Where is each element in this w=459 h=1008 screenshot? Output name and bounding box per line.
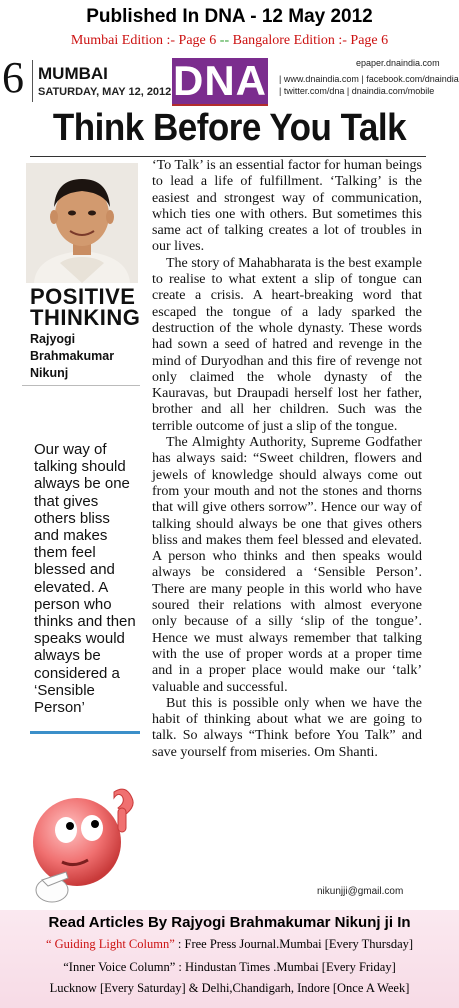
footer-banner (0, 910, 459, 1008)
edition-separator: -- (216, 33, 233, 48)
pull-quote: Our way of talking should always be one that gives others bliss and makes them feel blessed and elevated. A person who thinks and then speaks would always be considered a ‘Sensible Person’ (34, 441, 136, 717)
footer-heading: Read Articles By Rajyogi Brahmakumar Nikunj ji In (48, 914, 411, 931)
dna-logo: DNA (173, 57, 267, 104)
author-line-1: Rajyogi (30, 332, 76, 346)
masthead-divider (32, 60, 33, 102)
author-photo (26, 163, 138, 283)
published-title: Published In DNA - 12 May 2012 (86, 6, 373, 27)
footer-line-1-rest: : Free Press Journal.Mumbai [Every Thursday] (174, 937, 414, 951)
article-paragraph-2: The story of Mahabharata is the best example to realise to what extent a slip of tongue can create a crisis. A heart-breaking word that escaped the tongue of a lady sparked the destruction of the whole dynasty. These words had sown a seed of hatred and revenge in the mind of Duryodhan and this fire of revenge not only claimed the whole dynasty of the Kauravas, but Draupadi herself lost her father, brother and all her children. Such was the terrible outcome of just a slip of the tongue. (152, 255, 422, 434)
author-line-2: Brahmakumar (30, 349, 115, 363)
edition-mumbai: Mumbai Edition :- Page 6 (70, 33, 217, 48)
thinking-emoji-icon (22, 780, 142, 905)
column-title (30, 286, 140, 328)
epaper-link[interactable]: epaper.dnaindia.com (356, 58, 440, 68)
author-email[interactable]: nikunjji@gmail.com (317, 886, 404, 897)
author-line-3: Nikunj (30, 366, 69, 380)
column-title-line-2: THINKING (30, 305, 141, 330)
edition-line (0, 33, 459, 49)
article-body (152, 158, 422, 761)
article-paragraph-3: The Almighty Authority, Supreme Godfather has always said: “Sweet children, flowers and jewels of knowledge should always come out from your mouth and not the stones and thorns that will give others sorrow”. Hence our way of talking should always be one that gives others bliss and makes them feel blessed and elevated. A person who thinks and then speaks would always be considered a ‘Sensible Person’. There are many people in this world who have soured their relations with almost everyone only because of a silly ‘slip of the tongue’. Hence we must always remember that talking with the use of proper words at a proper time and in a proper place would make our ‘talk’ valuable and successful. (152, 435, 422, 695)
masthead (0, 54, 459, 106)
footer-line-2: “Inner Voice Column” : Hindustan Times .Mumbai [Every Friday] (63, 960, 396, 974)
footer-line-3: Lucknow [Every Saturday] & Delhi,Chandigarh, Indore [Once A Week] (49, 981, 410, 995)
author-name (30, 331, 114, 382)
masthead-date: SATURDAY, MAY 12, 2012 (38, 86, 172, 98)
footer-line-1-column: “ Guiding Light Column” (45, 937, 175, 951)
article-paragraph-4: But this is possible only when we have the habit of thinking about what we are going to talk. So always “Think before You Talk” and save yourself from miseries. Om Shanti. (152, 695, 422, 760)
author-portrait-icon (26, 163, 138, 283)
links-line-2[interactable]: | twitter.com/dna | dnaindia.com/mobile (279, 86, 435, 96)
edition-bangalore: Bangalore Edition :- Page 6 (232, 33, 389, 48)
headline: Think Before You Talk (52, 106, 407, 149)
links-line-1[interactable]: | www.dnaindia.com | facebook.com/dnaindia (279, 74, 459, 84)
article-paragraph-1: ‘To Talk’ is an essential factor for human beings to lead a life of fulfillment. ‘Talking’ is the easiest and strongest way of communication, which ties one with others. But sometimes this same act of talking creates a lot of troubles in our lives. (152, 158, 422, 255)
headline-rule (30, 156, 426, 157)
pull-quote-bar (30, 731, 140, 734)
column-title-line-1: POSITIVE (30, 284, 136, 309)
footer-line-1 (0, 937, 459, 952)
masthead-city: MUMBAI (38, 64, 108, 83)
masthead-links (279, 73, 459, 97)
sidebar-divider (22, 385, 140, 386)
page-number: 6 (2, 53, 24, 102)
